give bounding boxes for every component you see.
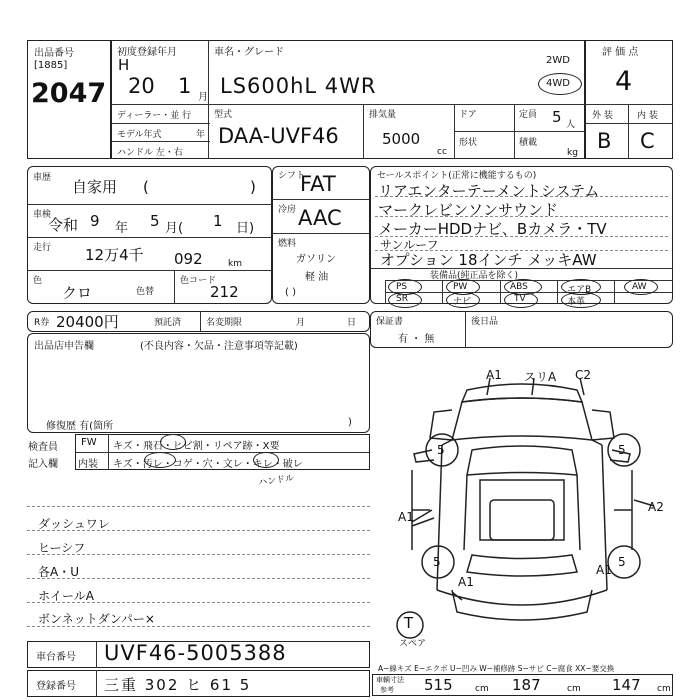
- capacity-unit: 人: [566, 120, 576, 130]
- warranty-value: 有 ・ 無: [398, 334, 435, 345]
- ac-value: AAC: [298, 206, 342, 230]
- circle-sr: [388, 292, 422, 308]
- repair-end: ): [348, 417, 352, 428]
- reg-unit: 月: [198, 92, 208, 103]
- color-label: 色: [33, 276, 43, 286]
- mark-front-left: A1: [486, 368, 502, 382]
- circle-sure: [253, 452, 279, 468]
- inspector-int: 内装: [78, 459, 98, 470]
- equip-navi: ナビ: [453, 297, 472, 307]
- name-change-day: 日: [347, 318, 357, 328]
- mark-rear-left: A1: [458, 575, 474, 589]
- circle-aw: [624, 279, 658, 295]
- handle-label: ハンドル 左・右: [117, 148, 183, 158]
- lot-number: 2047: [31, 78, 107, 109]
- spare-label: スペア: [399, 639, 427, 649]
- plate-value: 三重 302 ヒ 61 5: [104, 676, 252, 694]
- inspector-label-2: 記入欄: [28, 459, 58, 470]
- dealer-label: ディーラー・並 行: [117, 111, 192, 121]
- recycle-value: 20400円: [56, 313, 119, 331]
- mark-rear-right: A1: [596, 563, 612, 577]
- shift-value: FAT: [300, 172, 336, 196]
- selling-title: セールスポイント(正常に機能するもの): [377, 171, 537, 181]
- recycle-label: R券: [34, 318, 50, 328]
- mark-wheel-fl: 5: [437, 443, 445, 457]
- cc-unit: cc: [437, 147, 447, 157]
- era: H: [118, 56, 130, 74]
- type-value: DAA-UVF46: [218, 124, 339, 148]
- inspector-note-4: ホイールA: [38, 589, 94, 603]
- score-value: 4: [615, 66, 633, 97]
- manual-label: 後日品: [471, 317, 499, 327]
- fuel-label: 燃料: [278, 239, 297, 249]
- type-label: 型式: [214, 110, 233, 120]
- inspector-label-1: 検査員: [28, 442, 58, 453]
- mileage-tail: 092: [174, 250, 203, 268]
- size-height-unit: cm: [657, 684, 671, 694]
- size-width-unit: cm: [567, 684, 581, 694]
- car-diagram: [372, 350, 672, 660]
- mark-spare: T: [404, 614, 414, 632]
- equip-sr: SR: [396, 294, 408, 304]
- modelyear-label: モデル年式: [117, 130, 162, 140]
- four-wd-circle: [538, 73, 582, 95]
- disp-value: 5000: [382, 130, 421, 148]
- equip-aw: AW: [632, 282, 647, 292]
- int-grade: C: [640, 129, 655, 153]
- selling-point-3: メーカーHDDナビ、Bカメラ・TV: [378, 220, 607, 238]
- two-wd: 2WD: [546, 55, 570, 66]
- selling-point-5: オプション 18インチ メッキAW: [380, 251, 597, 269]
- year-unit-label: 年: [196, 130, 206, 140]
- inspector-note-2: ヒーシフ: [38, 541, 86, 555]
- fuel-diesel: 軽 油: [305, 272, 329, 283]
- reg-month: 1: [178, 74, 192, 98]
- use-label: 車歴: [33, 173, 52, 183]
- mark-left-side: A1: [398, 510, 414, 524]
- ext-label: 外 装: [592, 111, 613, 121]
- fuel-gas: ガソリン: [296, 254, 336, 265]
- equip-tv: TV: [514, 294, 526, 304]
- size-label-1: 車輌寸法: [376, 676, 404, 684]
- inspect-day: 1: [213, 212, 223, 230]
- circle-leather: [561, 292, 601, 308]
- kg-unit: kg: [567, 148, 578, 158]
- score-label: 評 価 点: [602, 47, 639, 58]
- ac-label: 冷房: [278, 205, 297, 215]
- inspect-year-unit: 年: [115, 221, 129, 236]
- fuel-paren: ( ): [285, 287, 296, 298]
- inspector-row-1: キズ・飛石・ヒビ割・リペア跡・X要: [113, 441, 280, 452]
- selling-point-1: リアエンターテーメントシステム: [378, 182, 600, 200]
- door-label: ドア: [459, 110, 477, 120]
- mark-front-right: C2: [575, 368, 592, 382]
- size-label-2: 参考: [380, 686, 394, 694]
- chassis-label: 車台番号: [36, 652, 76, 663]
- equip-pw: PW: [453, 282, 468, 292]
- inspector-note-3: 各A・U: [38, 565, 79, 579]
- lot-label: 出品番号: [34, 48, 74, 59]
- size-width: 187: [512, 676, 541, 694]
- reg-label: 初度登録年月: [117, 47, 177, 58]
- size-length-unit: cm: [475, 684, 489, 694]
- mark-wheel-fr: 5: [618, 443, 626, 457]
- inspect-month-unit: 月(: [165, 221, 184, 236]
- legend: A−線キズ E−エクボ U−凹み W−補修跡 S−サビ C−腐食 XX−要交換: [378, 664, 615, 673]
- inspect-month: 5: [150, 212, 160, 230]
- name-change-month: 月: [296, 318, 306, 328]
- shift-label: シフト: [278, 171, 306, 181]
- inspector-note-5: ボンネットダンパー×: [38, 612, 155, 626]
- use-value: 自家用: [72, 178, 118, 196]
- mileage-label: 走行: [33, 243, 52, 253]
- inspect-label: 車検: [33, 210, 52, 220]
- mark-right-side: A2: [648, 500, 664, 514]
- inspector-row-2: キズ・汚レ・コゲ・穴・文レ・キレ・破レ: [113, 459, 303, 470]
- mark-front-center: スリA: [524, 370, 557, 384]
- inspector-fw: FW: [81, 437, 97, 448]
- equip-ps: PS: [396, 282, 408, 292]
- plate-label: 登録番号: [36, 681, 76, 692]
- warranty-label: 保証書: [376, 317, 404, 327]
- inspect-prefix: 令和: [48, 216, 79, 234]
- reg-year: 20: [128, 74, 155, 98]
- capacity-label: 定員: [519, 110, 538, 120]
- equip-leather: 本革: [567, 297, 586, 307]
- handle-note: ハンドル: [257, 473, 295, 489]
- chassis-value: UVF46-5005388: [104, 641, 287, 665]
- equip-airbag: エアB: [567, 285, 592, 295]
- recycle-deposit: 預託済: [154, 318, 182, 328]
- report-title: 出品店申告欄: [34, 341, 94, 352]
- km-unit: km: [228, 259, 242, 269]
- selling-point-4: サンルーフ: [380, 238, 439, 252]
- disp-label: 排気量: [369, 110, 397, 120]
- mileage-value: 12万4千: [85, 246, 144, 264]
- load-label: 積載: [519, 138, 538, 148]
- repair-history: 修復歴 有(箇所: [46, 421, 114, 432]
- lot-sub: [1885]: [34, 60, 68, 71]
- four-wd: 4WD: [546, 78, 570, 89]
- int-label: 内 装: [637, 111, 658, 121]
- ext-grade: B: [597, 129, 612, 153]
- circle-navi: [446, 292, 480, 308]
- size-height: 147: [612, 676, 641, 694]
- mark-wheel-rl: 5: [433, 555, 441, 569]
- mark-wheel-rr: 5: [618, 555, 626, 569]
- equip-abs: ABS: [510, 282, 528, 292]
- capacity-value: 5: [552, 108, 562, 126]
- name-change-label: 名変期限: [206, 318, 243, 328]
- circle-tv: [504, 292, 538, 308]
- color-code-label: 色コード: [180, 276, 217, 286]
- color-value: クロ: [62, 284, 93, 302]
- inspect-day-unit: 日): [236, 221, 255, 236]
- circle-hiseki: [160, 434, 186, 450]
- equip-title: 装備品(純正品を除く): [430, 271, 519, 281]
- selling-point-2: マークレビンソンサウンド: [378, 201, 559, 219]
- inspect-year: 9: [90, 212, 100, 230]
- shape-label: 形状: [459, 138, 478, 148]
- report-note: (不良内容・欠品・注意事項等記載): [140, 341, 298, 352]
- circle-yogore: [144, 452, 176, 468]
- recolor-label: 色替: [136, 287, 155, 297]
- model-label: 車名・グレード: [214, 47, 284, 58]
- size-length: 515: [424, 676, 453, 694]
- model-name: LS600hL 4WR: [220, 74, 377, 98]
- inspector-note-1: ダッシュワレ: [38, 517, 110, 531]
- color-code: 212: [210, 283, 239, 301]
